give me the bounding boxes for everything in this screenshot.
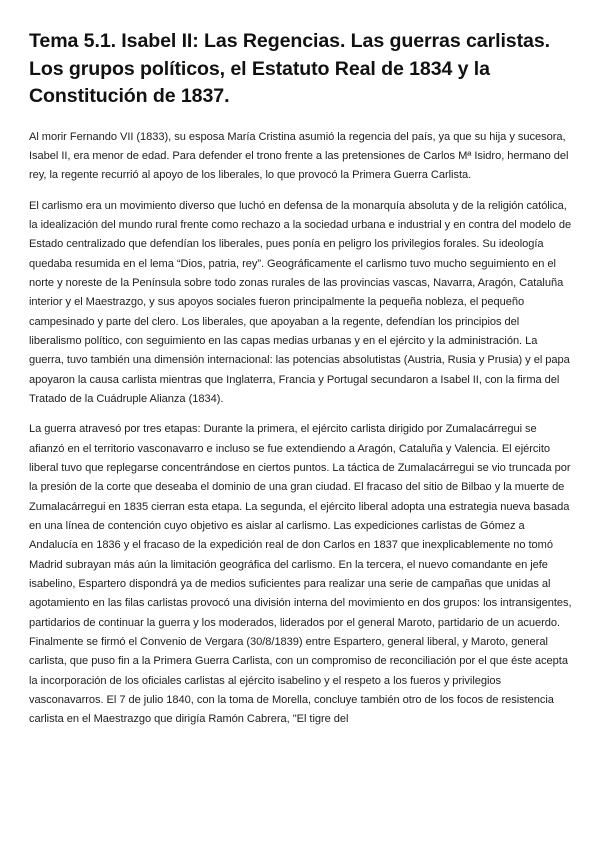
paragraph-regency-intro: Al morir Fernando VII (1833), su esposa María Cristina asumió la regencia del país, ya que su hija y sucesora, Isabel II, era menor de edad. Para defender el trono frente a las pretensiones de Carlos Mª Isidro, hermano del rey, la regente recurrió al apoyo de los liberales, lo que provocó la Primera Guerra Carlista.: [29, 130, 569, 182]
paragraph-war-stages: La guerra atravesó por tres etapas: Durante la primera, el ejército carlista dirigido por Zumalacárregui se afianzó en el territorio vasconavarro e incluso se fue extendiendo a Aragón, Cataluña y Valencia. El ejército liberal tuvo que replegarse concentrándose en ciertos puntos. La táctica de Zumalacárregui se vio truncada por la presión de la corte que deseaba el dominio de una gran ciudad. El fracaso del sitio de Bilbao y la muerte de Zumalacárregui en 1835 cierran esta etapa. La segunda, el ejército liberal adopta una estrategia nueva basada en una línea de contención cuyo objetivo es aislar al carlismo. Las expediciones carlistas de Gómez a Andalucía en 1836 y el fracaso de la expedición real de don Carlos en 1837 que inexplicablemente no tomó Madrid subrayan más aún la limitación geográfica del carlismo. En la tercera, el nuevo comandante en jefe isabelino, Espartero dispondrá ya de medios suficientes para realizar una serie de campañas que unidas al agotamiento en las filas carlistas provocó una división interna del movimiento en dos grupos: los intransigentes, partidarios de continuar la guerra y los moderados, liderados por el general Maroto, partidario de un acuerdo. Finalmente se firmó el Convenio de Vergara (30/8/1839) entre Espartero, general liberal, y Maroto, general carlista, que puso fin a la Primera Guerra Carlista, con un compromiso de reconciliación por el que éste acepta la incorporación de los oficiales carlistas al ejército isabelino y el respeto a los fueros y privilegios vasconavarros. El 7 de julio 1840, con la toma de Morella, concluye también otro de los focos de resistencia carlista en el Maestrazgo que dirigía Ramón Cabrera, "El tigre del: [29, 423, 572, 726]
document-title: Tema 5.1. Isabel II: Las Regencias. Las guerras carlistas. Los grupos políticos, el Estatuto Real de 1834 y la Constitución de 1837.: [29, 30, 550, 107]
paragraph-carlism: El carlismo era un movimiento diverso que luchó en defensa de la monarquía absoluta y de la religión católica, la idealización del mundo rural frente como rechazo a la sociedad urbana e industrial y en contra del modelo de Estado centralizado que defendían los liberales, pues ponía en peligro los privilegios forales. Su ideología quedaba resumida en el lema “Dios, patria, rey”. Geográficamente el carlismo tuvo mucho seguimiento en el norte y noreste de la Península sobre todo zonas rurales de las provincias vascas, Navarra, Aragón, Cataluña interior y el Maestrazgo, y sus apoyos sociales fueron principalmente la pequeña nobleza, el pequeño campesinado y parte del clero. Los liberales, que apoyaban a la regente, defendían los principios del liberalismo político, con seguimiento en las capas medias urbanas y en el ejército y la administración. La guerra, tuvo también una dimensión internacional: las potencias absolutistas (Austria, Rusia y Prusia) y el papa apoyaron la causa carlista mientras que Inglaterra, Francia y Portugal secundaron a Isabel II, con la firma del Tratado de la Cuádruple Alianza (1834).: [29, 199, 572, 405]
